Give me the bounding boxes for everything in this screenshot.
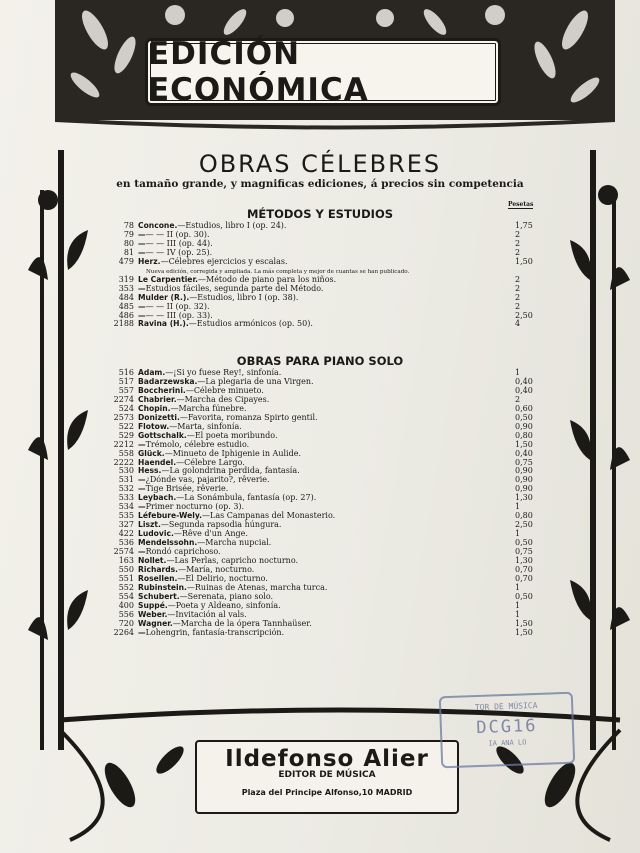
work-title: —La Sonámbula, fantasía (op. 27).	[176, 493, 317, 503]
work-title: —El Delirio, nocturno.	[177, 573, 268, 583]
catalog-row	[100, 547, 540, 556]
catalog-entry	[138, 386, 498, 395]
price: 1	[515, 529, 521, 539]
composer-name: Mendelssohn.	[138, 538, 198, 548]
work-title: —Las Perlas, capricho nocturno.	[166, 556, 299, 566]
price: 1	[515, 609, 521, 619]
catalog-row	[100, 610, 540, 619]
price: 0,70	[515, 564, 533, 574]
catalog-entry	[138, 529, 498, 538]
work-title: —Serenata, piano solo.	[179, 591, 274, 601]
price: 2,50	[515, 520, 533, 530]
work-title: —Célebre Largo.	[176, 457, 245, 467]
catalog-row	[100, 511, 540, 520]
catalog-number: 524	[118, 403, 134, 413]
catalog-number: 534	[118, 502, 134, 512]
composer-name: Rosellen.	[138, 573, 178, 583]
composer-name: Chopin.	[138, 403, 171, 413]
catalog-entry	[138, 404, 498, 413]
catalog-number: 486	[118, 310, 134, 320]
catalog-entry	[138, 565, 498, 574]
stamp-line-2: DCG16	[475, 715, 538, 739]
price: 0,40	[515, 376, 533, 386]
price: 2	[515, 292, 521, 302]
catalog-entry	[138, 319, 498, 328]
composer-name: —	[138, 627, 146, 637]
catalog-row	[100, 538, 540, 547]
page-title: OBRAS CÉLEBRES	[198, 150, 442, 178]
catalog-row	[100, 475, 540, 484]
composer-name: Richards.	[138, 564, 179, 574]
work-title: —Poeta y Aldeano, sinfonía.	[167, 600, 281, 610]
price: 1	[515, 502, 521, 512]
catalog-row	[100, 449, 540, 458]
catalog-row	[100, 502, 540, 511]
price: 0,50	[515, 412, 533, 422]
catalog-entry	[138, 619, 498, 628]
price: 1,50	[515, 627, 533, 637]
composer-name: —	[138, 439, 146, 449]
catalog-entry	[138, 574, 498, 583]
catalog-entry	[138, 511, 498, 520]
work-title: —Ruinas de Atenas, marcha turca.	[186, 582, 328, 592]
catalog-entry	[138, 556, 498, 565]
catalog-row	[100, 583, 540, 592]
catalog-row	[100, 556, 540, 565]
work-title: —Marta, sinfonía.	[169, 421, 242, 431]
catalog-entry	[138, 422, 498, 431]
catalog-number: 552	[118, 582, 134, 592]
composer-name: Chabrier.	[138, 394, 177, 404]
price: 4	[515, 319, 521, 329]
work-title: ¿Dónde vas, pajarito?, rêverie.	[145, 475, 270, 485]
price: 2	[515, 247, 521, 257]
composer-name: Adam.	[138, 368, 166, 377]
catalog-number: 557	[118, 385, 134, 395]
catalog-row	[100, 520, 540, 529]
publisher-cartouche	[195, 740, 459, 814]
catalog-number: 484	[118, 292, 134, 302]
catalog-row	[100, 319, 540, 328]
composer-name: Liszt.	[138, 520, 161, 530]
work-title: —Marcha des Cipayes.	[176, 394, 270, 404]
price: 0,60	[515, 403, 533, 413]
section-heading-piano-solo: OBRAS PARA PIANO SOLO	[236, 354, 404, 368]
edition-banner	[145, 38, 501, 106]
work-title: —Estudios, libro I (op. 38).	[189, 292, 299, 302]
price: 1	[515, 582, 521, 592]
catalog-row	[100, 619, 540, 628]
price: 0,90	[515, 484, 533, 494]
catalog-row	[100, 302, 540, 311]
work-title: —Invitación al vals.	[167, 609, 247, 619]
catalog-row	[100, 592, 540, 601]
catalog-row	[100, 458, 540, 467]
catalog-entry	[138, 311, 498, 320]
price-column-header: Pesetas	[508, 201, 534, 208]
catalog-row	[100, 431, 540, 440]
catalog-entry	[138, 583, 498, 592]
catalog-row	[100, 257, 540, 266]
catalog-row	[100, 493, 540, 502]
price: 2,50	[515, 310, 533, 320]
catalog-row	[100, 239, 540, 248]
catalog-entry	[138, 484, 498, 493]
catalog-entry	[138, 431, 498, 440]
catalog-entry	[138, 628, 498, 637]
composer-name: Glück.	[138, 448, 165, 458]
catalog-entry	[138, 257, 498, 266]
work-title: Estudios fáciles, segunda parte del Método.	[145, 283, 324, 293]
price: 2	[515, 394, 521, 404]
price: 0,90	[515, 466, 533, 476]
work-title: —Minueto de Iphigenie in Aulide.	[164, 448, 301, 458]
composer-name: —	[138, 310, 146, 320]
catalog-row	[100, 484, 540, 493]
composer-name: —	[138, 547, 146, 557]
work-title: Nueva edición, corregida y ampliada. La más completa y mejor de cuantas se han publicado.	[146, 268, 410, 275]
catalog-number: 81	[123, 247, 134, 257]
catalog-row	[100, 440, 540, 449]
catalog-entry	[138, 248, 498, 257]
composer-name: Herz.	[138, 256, 161, 266]
catalog-entry	[138, 475, 498, 484]
catalog-number: 353	[118, 283, 134, 293]
composer-name: Boccherini.	[138, 385, 186, 395]
catalog-row	[100, 413, 540, 422]
catalog-number: 78	[123, 221, 134, 230]
catalog-number: 485	[118, 301, 134, 311]
price: 0,80	[515, 511, 533, 521]
catalog-entry	[138, 221, 498, 230]
composer-name: Flotow.	[138, 421, 170, 431]
composer-name: Gottschalk.	[138, 430, 187, 440]
composer-name: Hess.	[138, 466, 162, 476]
catalog-number: 327	[118, 520, 134, 530]
catalog-row	[100, 377, 540, 386]
work-title: —Las Campanas del Monasterio.	[202, 511, 336, 521]
catalog-number: 479	[118, 256, 134, 266]
edition-title: EDICIÓN ECONÓMICA	[148, 36, 369, 108]
catalog-entry	[138, 284, 498, 293]
composer-name: —	[138, 238, 146, 248]
price: 1,30	[515, 556, 533, 566]
catalog-number: 554	[118, 591, 134, 601]
composer-name: Haendel.	[138, 457, 177, 467]
price: 0,70	[515, 573, 533, 583]
composer-name: Ravina (H.).	[138, 319, 189, 329]
publisher-name: Ildefonso Alier	[225, 746, 429, 772]
catalog-number: 551	[118, 573, 134, 583]
price: 0,80	[515, 430, 533, 440]
price: 0,75	[515, 457, 533, 467]
catalog-number: 516	[118, 368, 134, 377]
composer-name: Weber.	[138, 609, 168, 619]
catalog-number: 530	[118, 466, 134, 476]
price: 0,75	[515, 547, 533, 557]
catalog-number: 720	[118, 618, 134, 628]
price: 1	[515, 600, 521, 610]
price: 2	[515, 238, 521, 248]
catalog-entry	[138, 368, 498, 377]
catalog-entry	[138, 275, 498, 284]
work-title: —Marcha nupcial.	[197, 538, 272, 548]
catalog-number: 400	[118, 600, 134, 610]
catalog-entry	[138, 592, 498, 601]
catalog-number: 2212	[113, 439, 134, 449]
composer-name: Schubert.	[138, 591, 180, 601]
catalog-number: 319	[118, 274, 134, 284]
catalog-number: 550	[118, 564, 134, 574]
composer-name: —	[138, 502, 146, 512]
catalog-row	[100, 628, 540, 637]
catalog-number: 2573	[113, 412, 134, 422]
publisher-address: Plaza del Principe Alfonso,10 MADRID	[241, 788, 413, 797]
work-title: —Segunda rapsodia húngura.	[160, 520, 282, 530]
catalog-row	[100, 221, 540, 230]
work-title: —Rêve d'un Ange.	[173, 529, 248, 539]
work-title: Trémolo, célebre estudio.	[145, 439, 250, 449]
catalog-entry	[138, 547, 498, 556]
composer-name: —	[138, 484, 146, 494]
work-title: —La plegaria de una Virgen.	[197, 376, 314, 386]
catalog-row	[100, 275, 540, 284]
catalog-entry	[138, 293, 498, 302]
catalog-row	[100, 386, 540, 395]
catalog-entry	[138, 538, 498, 547]
work-title: —¡Si yo fuese Rey!, sinfonía.	[165, 368, 282, 377]
catalog-entry	[138, 449, 498, 458]
catalog-row	[100, 248, 540, 257]
catalog-row	[100, 368, 540, 377]
catalog-number: 532	[118, 484, 134, 494]
composer-name: Concone.	[138, 221, 178, 230]
work-title: — — IV (op. 25).	[145, 247, 213, 257]
catalog-row	[100, 404, 540, 413]
publisher-role: EDITOR DE MÚSICA	[278, 770, 376, 780]
work-title: —El poeta moribundo.	[186, 430, 278, 440]
price: 2	[515, 274, 521, 284]
price: 1,50	[515, 256, 533, 266]
work-title: —Marcha de la ópera Tannhaüser.	[172, 618, 312, 628]
composer-name: —	[138, 475, 146, 485]
catalog-entry	[138, 520, 498, 529]
catalog-entry	[138, 239, 498, 248]
price: 2	[515, 301, 521, 311]
catalog-number: 529	[118, 430, 134, 440]
price: 1,75	[515, 221, 533, 230]
catalog-row	[100, 601, 540, 610]
catalog-number: 517	[118, 376, 134, 386]
catalog-entry	[138, 502, 498, 511]
work-title: —Favorita, romanza Spirto gentil.	[179, 412, 318, 422]
price: 0,50	[515, 591, 533, 601]
price: 1,30	[515, 493, 533, 503]
catalog-row	[100, 293, 540, 302]
composer-name: Badarzewska.	[138, 376, 198, 386]
piano-solo-list	[100, 368, 540, 637]
composer-name: Rubinstein.	[138, 582, 187, 592]
catalog-number: 79	[123, 229, 134, 239]
composer-name: Suppé.	[138, 600, 168, 610]
catalog-entry	[138, 493, 498, 502]
work-title: Lohengrin, fantasía-transcripción.	[145, 627, 285, 637]
work-title: — — III (op. 44).	[145, 238, 213, 248]
composer-name: —	[138, 247, 146, 257]
catalog-entry	[138, 302, 498, 311]
catalog-number: 2274	[113, 394, 134, 404]
catalog-number: 556	[118, 609, 134, 619]
catalog-row	[100, 565, 540, 574]
work-title: — — II (op. 32).	[145, 301, 210, 311]
catalog-number: 163	[118, 556, 134, 566]
price: 0,40	[515, 448, 533, 458]
catalog-entry	[138, 466, 498, 475]
catalog-entry	[138, 413, 498, 422]
composer-name: Nollet.	[138, 556, 167, 566]
catalog-row	[100, 284, 540, 293]
work-title: —Método de piano para los niños.	[198, 274, 337, 284]
catalog-number: 536	[118, 538, 134, 548]
catalog-row	[100, 529, 540, 538]
work-title: Tige Brisée, rêverie.	[145, 484, 229, 494]
price: 2	[515, 283, 521, 293]
composer-name: —	[138, 301, 146, 311]
work-title: —Estudios, libro I (op. 24).	[177, 221, 287, 230]
catalog-row	[100, 574, 540, 583]
composer-name: Leybach.	[138, 493, 177, 503]
price: 0,90	[515, 475, 533, 485]
work-title: —Estudios armónicos (op. 50).	[188, 319, 313, 329]
composer-name: Mulder (R.).	[138, 292, 190, 302]
catalog-entry	[138, 601, 498, 610]
work-title: —La golondrina perdida, fantasía.	[161, 466, 300, 476]
price: 0,50	[515, 538, 533, 548]
price: 1	[515, 368, 521, 377]
catalog-row	[100, 230, 540, 239]
catalog-row	[100, 311, 540, 320]
work-title: —Célebre minueto.	[185, 385, 264, 395]
work-title: —María, nocturno.	[178, 564, 255, 574]
price: 1,50	[515, 618, 533, 628]
catalog-number: 533	[118, 493, 134, 503]
catalog-row	[100, 395, 540, 404]
catalog-row	[100, 422, 540, 431]
composer-name: —	[138, 283, 146, 293]
page-subtitle: en tamaño grande, y magnificas ediciones, á precios sin competencia	[116, 178, 524, 190]
work-title: Primer nocturno (op. 3).	[145, 502, 245, 512]
section-heading-methods: MÉTODOS Y ESTUDIOS	[246, 207, 394, 221]
catalog-number: 522	[118, 421, 134, 431]
composer-name: Le Carpentier.	[138, 274, 198, 284]
work-title: —Marcha fúnebre.	[170, 403, 247, 413]
catalog-entry	[138, 230, 498, 239]
stamp-line-1: TOR DE MÚSICA	[474, 700, 538, 713]
catalog-row	[100, 466, 540, 475]
catalog-entry	[138, 610, 498, 619]
methods-list	[100, 221, 540, 328]
composer-name: Léfebure-Wely.	[138, 511, 202, 521]
catalog-entry	[138, 458, 498, 467]
catalog-note	[100, 266, 540, 275]
work-title: Rondó caprichoso.	[145, 547, 221, 557]
composer-name: Wagner.	[138, 618, 173, 628]
ink-stamp	[439, 692, 575, 769]
catalog-number: 531	[118, 475, 134, 485]
catalog-number: 2264	[113, 627, 134, 637]
work-title: — — III (op. 33).	[145, 310, 213, 320]
work-title: —Célebres ejercicios y escalas.	[160, 256, 288, 266]
composer-name: Donizetti.	[138, 412, 180, 422]
catalog-number: 2574	[113, 547, 134, 557]
stamp-line-3: IA ANA LO	[488, 738, 527, 748]
price: 1,50	[515, 439, 533, 449]
price: 2	[515, 229, 521, 239]
price: 0,90	[515, 421, 533, 431]
catalog-number: 558	[118, 448, 134, 458]
catalog-entry	[138, 395, 498, 404]
catalog-entry	[138, 440, 498, 449]
floral-right-border	[560, 150, 640, 750]
catalog-number: 80	[123, 238, 134, 248]
catalog-entry	[138, 377, 498, 386]
catalog-number: 2188	[113, 319, 134, 329]
composer-name: —	[138, 229, 146, 239]
price: 0,40	[515, 385, 533, 395]
floral-left-border	[18, 150, 98, 750]
composer-name: Ludovic.	[138, 529, 174, 539]
catalog-number: 422	[118, 529, 134, 539]
catalog-number: 2222	[113, 457, 134, 467]
work-title: — — II (op. 30).	[145, 229, 210, 239]
catalog-number: 535	[118, 511, 134, 521]
